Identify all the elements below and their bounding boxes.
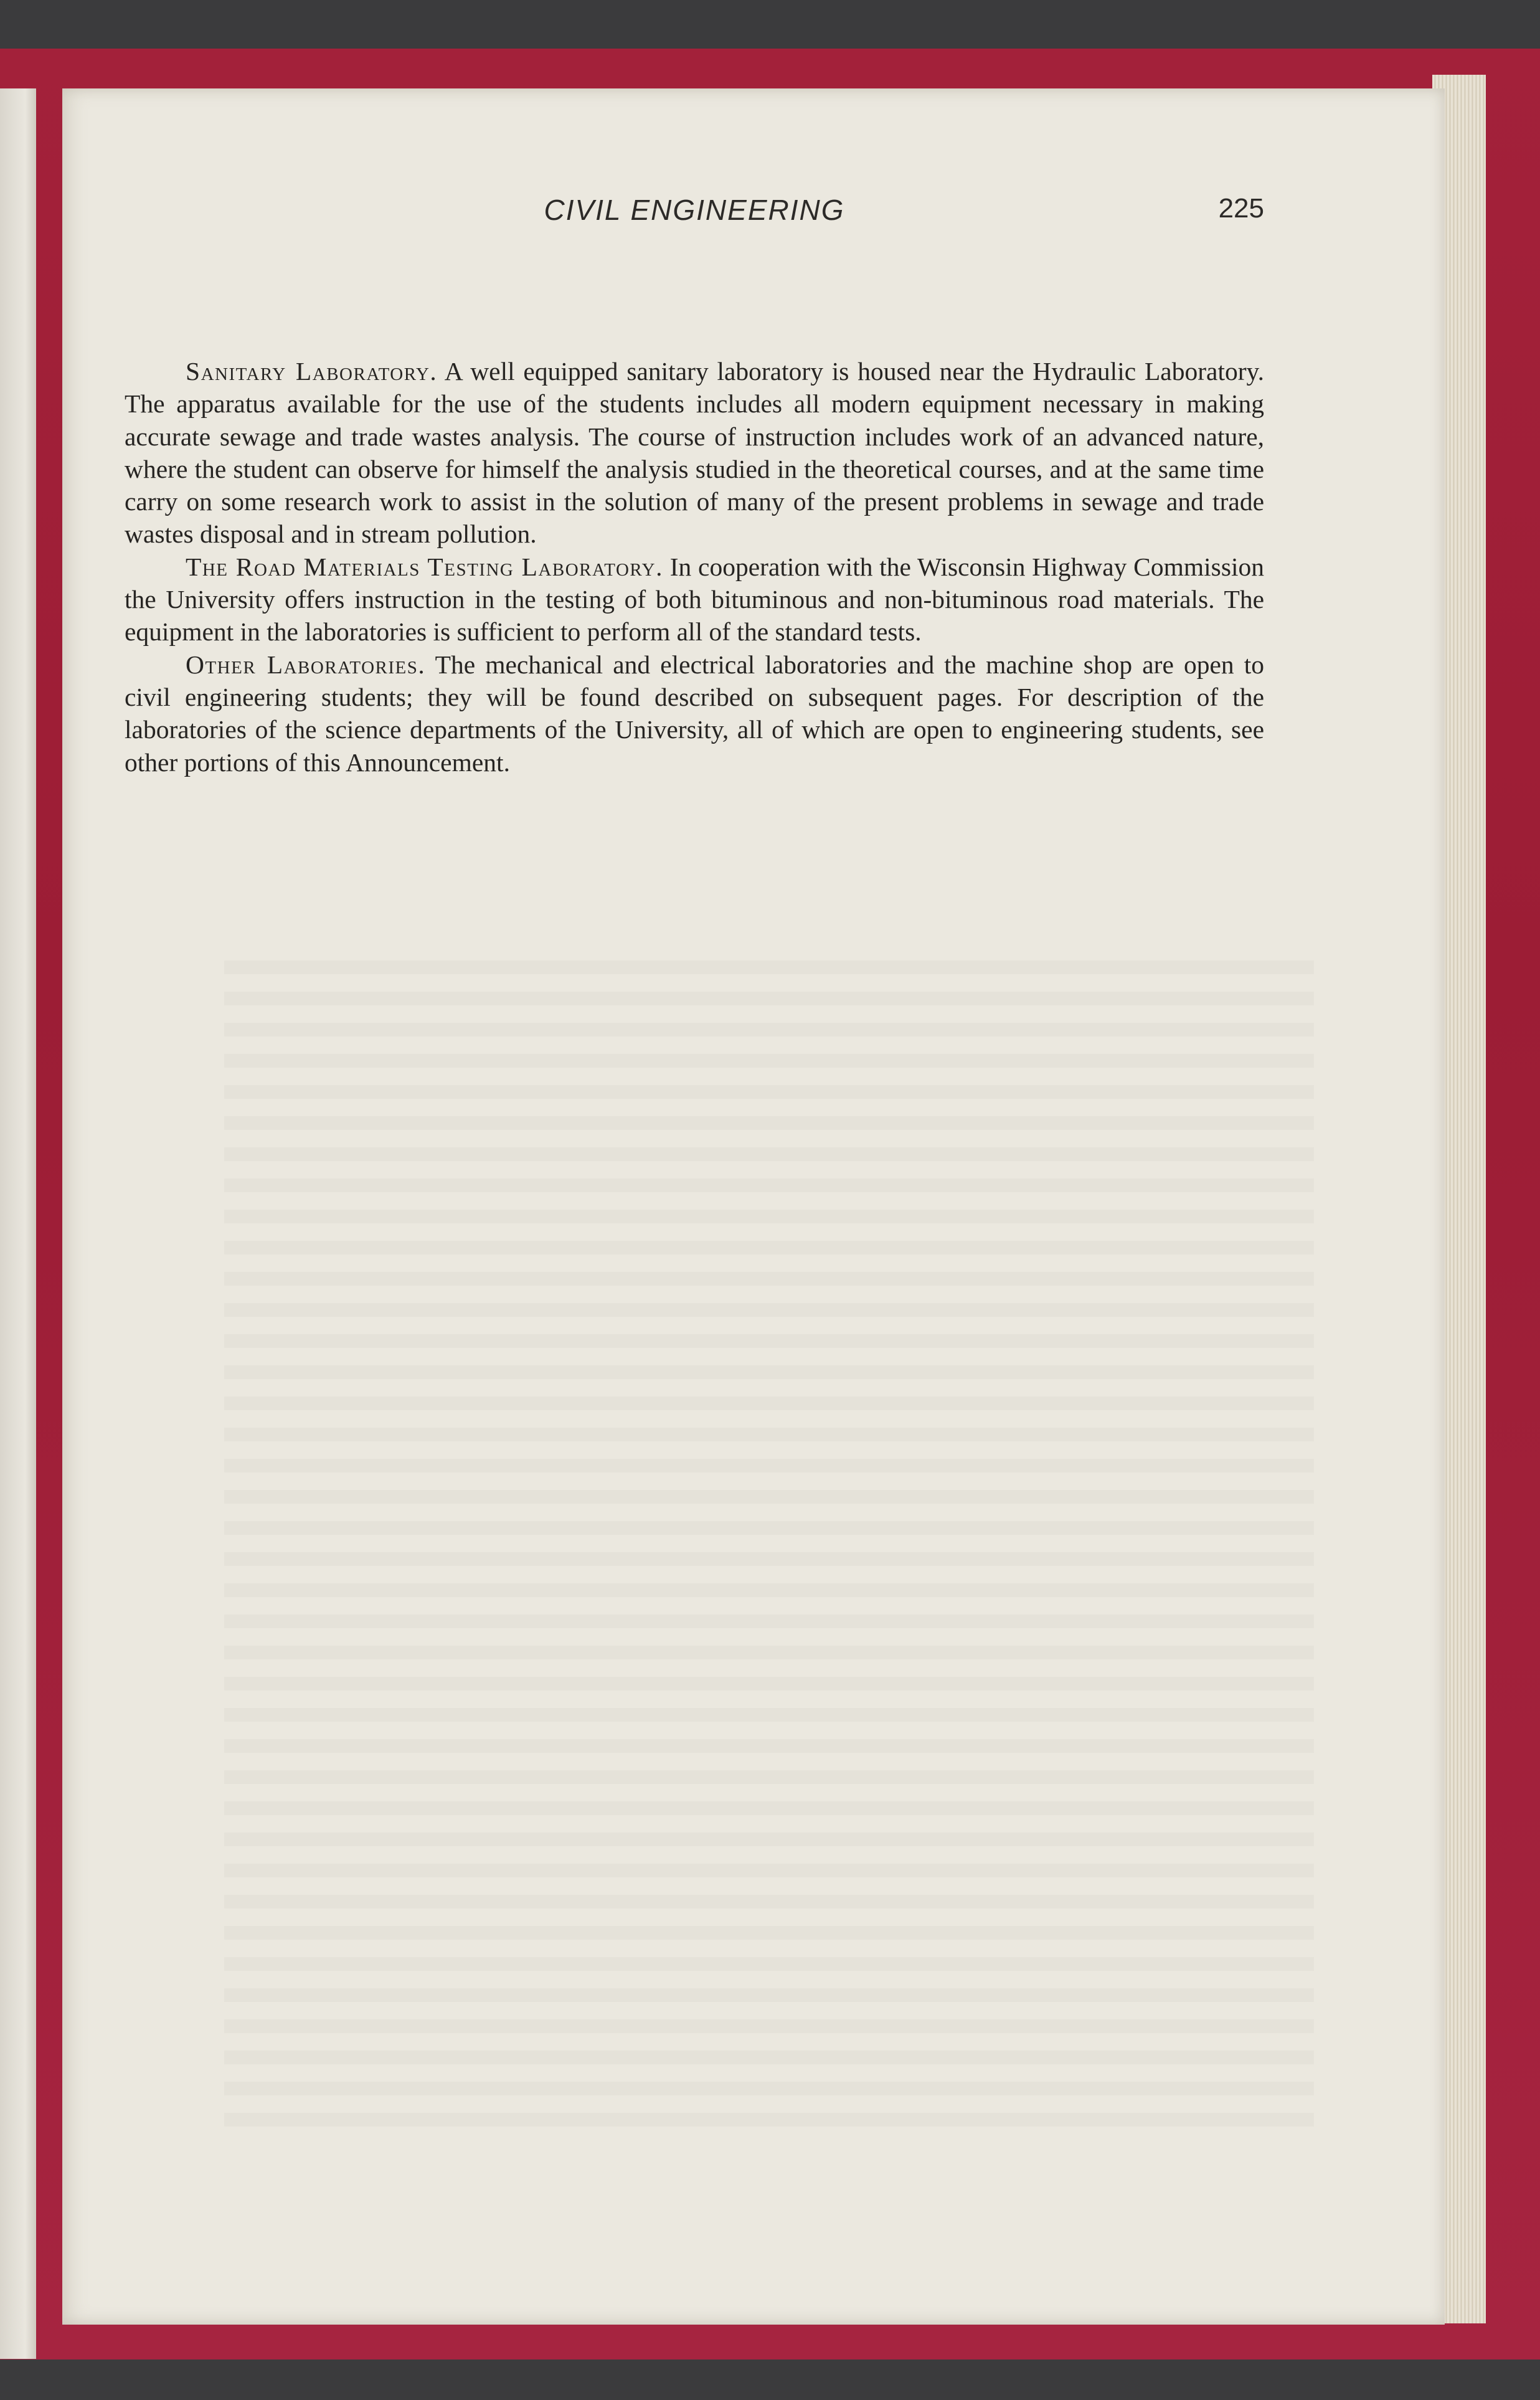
paragraph-sanitary-laboratory [125, 355, 1264, 551]
paragraph-heading: The Road Materials Testing Laboratory. [186, 552, 663, 581]
paragraph-text: The mechanical and electrical laboratories and the machine shop are open to civil engineering students; they will be found described on subsequent pages. For description of the laboratories of the science departments of the University, all of which are open to engineering students, see other portions of this Announcement. [125, 650, 1264, 777]
body-text [125, 355, 1264, 779]
page-number: 225 [1218, 193, 1264, 224]
paragraph-text: In cooperation with the Wisconsin Highway Commission the University offers instruction in the testing of both bituminous and non-bituminous road materials. The equipment in the laboratories is sufficient to perform all of the standard tests. [125, 552, 1265, 647]
facing-page-edge [0, 88, 36, 2359]
paragraph-road-materials-laboratory [125, 551, 1264, 648]
show-through-texture [224, 960, 1314, 2144]
paragraph-text: A well equipped sanitary laboratory is housed near the Hydraulic Laboratory. The apparatus available for the use of the students includes all modern equipment necessary in making accurate sewage and trade wastes analysis. The course of instruction includes work of an advanced nature, where the student can observe for himself the analysis studied in the theoretical courses, and at the same time carry on some research work to assist in the solution of many of the present problems in sewage and trade wastes disposal and in stream pollution. [125, 357, 1264, 549]
paragraph-other-laboratories [125, 648, 1264, 779]
running-title: CIVIL ENGINEERING [544, 194, 845, 226]
paragraph-heading: Sanitary Laboratory. [186, 357, 438, 386]
running-head [125, 188, 1264, 232]
paragraph-heading: Other Laboratories. [186, 650, 426, 679]
